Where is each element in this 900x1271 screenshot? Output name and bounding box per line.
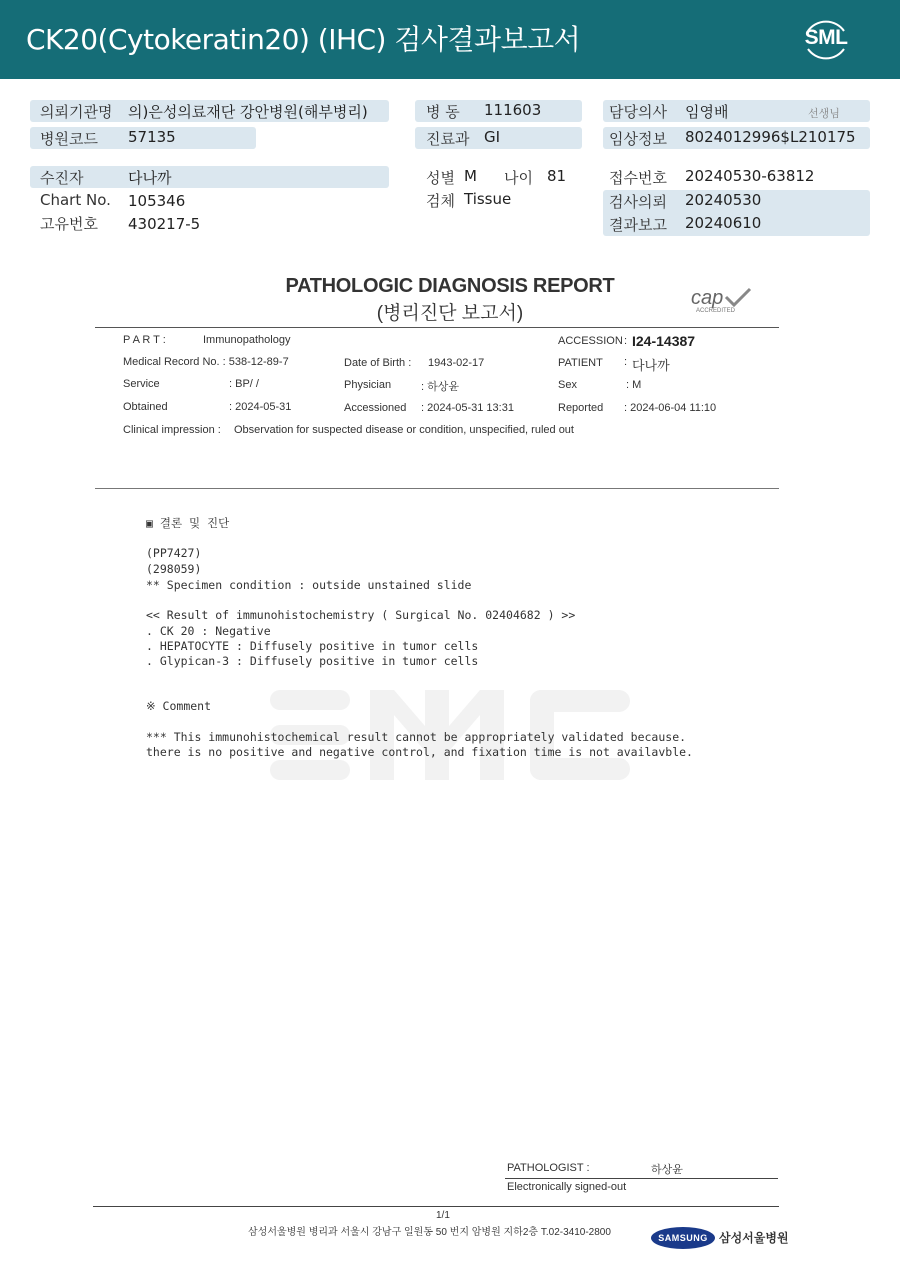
sex-value: M — [464, 167, 477, 185]
patient-en-colon: : — [624, 356, 628, 368]
body-line-1: (PP7427) — [146, 546, 202, 560]
reported-label: Reported — [558, 402, 604, 414]
service-label: Service — [123, 378, 160, 390]
request-date-value: 20240530 — [685, 191, 762, 209]
accession-value: I24-14387 — [632, 333, 696, 349]
unique-no-label: 고유번호 — [40, 215, 98, 233]
info-bar-patient — [30, 166, 389, 188]
age-value: 81 — [547, 167, 567, 185]
physician-value: : 하상윤 — [421, 381, 459, 393]
report-title: PATHOLOGIC DIAGNOSIS REPORT — [285, 275, 615, 297]
patient-en-label: PATIENT — [558, 357, 603, 369]
physician-label: Physician — [344, 379, 392, 391]
result-date-label: 결과보고 — [609, 216, 667, 234]
cap-accredited-logo: cap ACCREDITED — [690, 287, 754, 319]
part-label: P A R T : — [123, 334, 166, 346]
section-heading: ▣ 결론 및 진단 — [146, 516, 230, 530]
unique-no-value: 430217-5 — [128, 215, 201, 233]
report-divider-mid — [95, 488, 779, 489]
body-line-4: << Result of immunohistochemistry ( Surgical No. 02404682 ) >> — [146, 608, 576, 622]
request-date-label: 검사의뢰 — [609, 193, 667, 211]
hospital-code-value: 57135 — [128, 128, 176, 146]
page-title: CK20(Cytokeratin20) (IHC) 검사결과보고서 — [26, 23, 581, 56]
receipt-value: 20240530-63812 — [685, 167, 815, 185]
doctor-value: 임영배 — [685, 103, 729, 121]
samsung-logo: SAMSUNG — [651, 1227, 715, 1249]
clinical-impression-label: Clinical impression : — [123, 424, 221, 436]
obtained-value: : 2024-05-31 — [229, 401, 292, 413]
part-value: Immunopathology — [203, 334, 291, 346]
chart-value: 105346 — [128, 192, 186, 210]
sex-en-label: Sex — [558, 379, 577, 391]
doctor-suffix: 선생님 — [808, 107, 840, 120]
service-value: : BP/ / — [229, 378, 259, 390]
patient-label: 수진자 — [40, 169, 84, 187]
org-label: 의뢰기관명 — [40, 103, 113, 121]
pathologist-value: 하상윤 — [651, 1164, 683, 1176]
body-line-2: (298059) — [146, 562, 202, 576]
pathologist-label: PATHOLOGIST : — [507, 1162, 590, 1174]
doctor-label: 담당의사 — [609, 103, 667, 121]
report-subtitle: (병리진단 보고서) — [376, 303, 524, 324]
body-line-3: ** Specimen condition : outside unstained slide — [146, 578, 472, 592]
body-line-6: . HEPATOCYTE : Diffusely positive in tumor cells — [146, 639, 479, 653]
specimen-label: 검체 — [426, 192, 455, 210]
dob-label: Date of Birth : — [344, 357, 412, 369]
report-divider-top — [95, 327, 779, 328]
signed-out-text: Electronically signed-out — [507, 1181, 627, 1193]
chart-label: Chart No. — [40, 191, 111, 209]
patient-value: 다나까 — [128, 169, 172, 187]
specimen-value: Tissue — [464, 190, 512, 208]
body-line-7: . Glypican-3 : Diffusely positive in tumor cells — [146, 654, 479, 668]
result-date-value: 20240610 — [685, 214, 762, 232]
clinical-info-label: 임상정보 — [609, 130, 667, 148]
obtained-label: Obtained — [123, 401, 168, 413]
comment-heading: ※ Comment — [146, 699, 212, 713]
dept-label: 진료과 — [426, 130, 470, 148]
hospital-code-label: 병원코드 — [40, 130, 98, 148]
comment-line-1: *** This immunohistochemical result cannot be appropriately validated because. — [146, 730, 687, 744]
dob-value: 1943-02-17 — [428, 357, 485, 369]
dept-value: GI — [484, 128, 501, 146]
signature-line — [505, 1178, 778, 1179]
mrn-field: Medical Record No. : 538-12-89-7 — [123, 356, 289, 368]
comment-line-2: there is no positive and negative control, and fixation time is not availavble. — [146, 745, 693, 759]
sml-logo: SML — [800, 13, 852, 65]
org-value: 의)은성의료재단 강안병원(해부병리) — [128, 103, 368, 121]
accessioned-value: : 2024-05-31 13:31 — [421, 402, 514, 414]
accession-colon: : — [624, 335, 628, 347]
footer-address: 삼성서울병원 병리과 서울시 강남구 일원동 50 번지 암병원 지하2층 T.02-3410-2800 — [248, 1227, 611, 1238]
age-label: 나이 — [504, 169, 533, 187]
reported-value: : 2024-06-04 11:10 — [624, 402, 717, 414]
clinical-info-value: 8024012996$L210175 — [685, 128, 856, 146]
clinical-impression-value: Observation for suspected disease or condition, unspecified, ruled out — [234, 424, 574, 436]
accessioned-label: Accessioned — [344, 402, 407, 414]
receipt-label: 접수번호 — [609, 169, 667, 187]
accession-label: ACCESSION — [558, 335, 623, 347]
page-number: 1/1 — [436, 1210, 450, 1221]
ward-label: 병 동 — [426, 103, 460, 121]
patient-en-value: 다나까 — [632, 358, 670, 373]
ward-value: 111603 — [484, 101, 542, 119]
smc-logo-text: 삼성서울병원 — [719, 1231, 789, 1245]
sex-label: 성별 — [426, 169, 455, 187]
sex-en-value: : M — [626, 379, 642, 391]
footer-divider — [93, 1206, 779, 1207]
body-line-5: . CK 20 : Negative — [146, 624, 271, 638]
